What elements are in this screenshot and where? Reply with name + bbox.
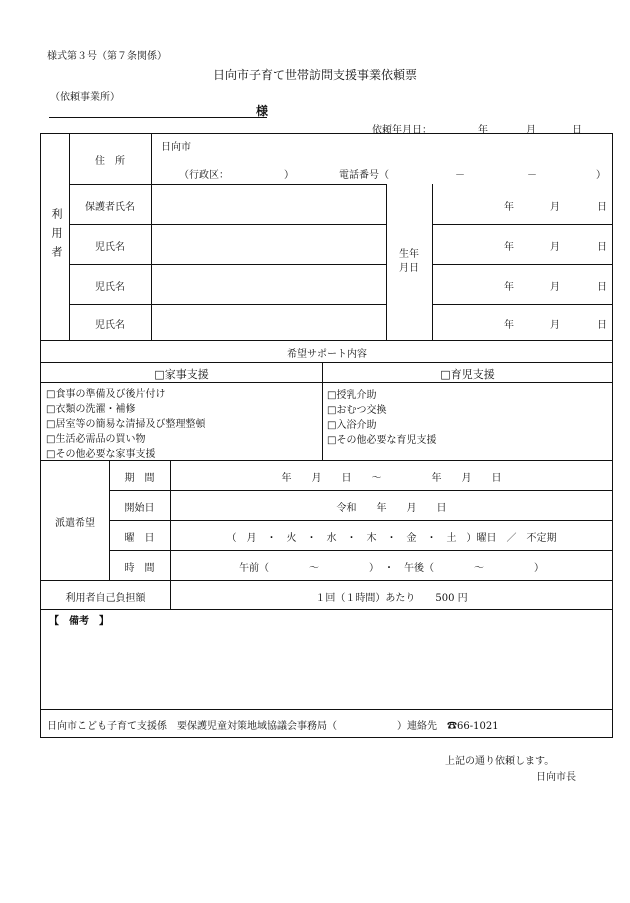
contact-line: 日向市こども子育て支援係 要保護児童対策地域協議会事務局（ ）連絡先 ☎66‐1021 [47, 721, 499, 732]
rule [41, 609, 613, 610]
remarks-label: 【 備考 】 [49, 616, 109, 627]
rule [151, 134, 152, 340]
rule [432, 264, 613, 265]
request-date-label: 依頼年月日： [372, 125, 432, 136]
time-value[interactable]: 午前（ ～ ） ・ 午後（ ～ ） [239, 563, 544, 574]
rule [41, 580, 613, 581]
request-month: 月 [526, 125, 536, 136]
childcare-item[interactable]: □おむつ交換 [327, 405, 387, 416]
time-label: 時 間 [124, 563, 155, 574]
rule [432, 184, 433, 340]
rule [69, 224, 386, 225]
child-name-label: 児氏名 [95, 242, 125, 253]
child-name-label: 児氏名 [95, 282, 125, 293]
housework-heading[interactable]: □家事支援 [154, 368, 209, 381]
birth-year: 年 [504, 282, 514, 293]
request-year: 年 [478, 125, 488, 136]
honorific: 様 [256, 104, 269, 118]
rule [432, 224, 613, 225]
request-day: 日 [572, 125, 582, 136]
birth-day: 日 [597, 202, 607, 213]
rule [41, 362, 613, 363]
address-label: 住 所 [95, 156, 125, 167]
closing-statement: 上記の通り依頼します。 [445, 756, 555, 767]
birth-month: 月 [550, 320, 560, 331]
rule [41, 340, 613, 341]
user-section-label: 利用者 [50, 208, 63, 265]
phone-dash-1: － [455, 170, 465, 181]
childcare-item[interactable]: □その他必要な育児支援 [327, 435, 437, 446]
office-label: （依頼事業所） [50, 92, 120, 103]
period-value[interactable]: 年 月 日 ～ 年 月 日 [281, 473, 502, 484]
rule [41, 709, 613, 710]
birth-month: 月 [550, 202, 560, 213]
birth-year: 年 [504, 242, 514, 253]
rule [69, 264, 386, 265]
birth-day: 日 [597, 320, 607, 331]
housework-item[interactable]: □食事の準備及び後片付け [46, 389, 166, 400]
birth-month: 月 [550, 242, 560, 253]
housework-item[interactable]: □衣類の洗濯・補修 [46, 404, 136, 415]
rule [69, 304, 386, 305]
housework-item[interactable]: □生活必需品の買い物 [46, 434, 146, 445]
period-label: 期 間 [124, 473, 155, 484]
childcare-item[interactable]: □授乳介助 [327, 390, 377, 401]
phone-close: ） [596, 170, 606, 181]
rule [109, 490, 613, 491]
form-number: 様式第３号（第７条関係） [47, 51, 167, 62]
dispatch-label: 派遣希望 [55, 518, 95, 529]
weekday-value[interactable]: （ 月 ・ 火 ・ 水 ・ 木 ・ 金 ・ 土 ）曜日 ／ 不定期 [226, 533, 557, 544]
birth-month: 月 [550, 282, 560, 293]
district-close: ） [284, 170, 294, 181]
district-label: （行政区： [179, 170, 229, 181]
rule [41, 460, 613, 461]
address-city[interactable]: 日向市 [161, 142, 191, 153]
remarks-area[interactable] [45, 628, 609, 706]
office-name-line[interactable] [49, 117, 267, 118]
phone-label: 電話番号（ [339, 170, 389, 181]
birthdate-label: 生年 月日 [399, 249, 419, 274]
rule [432, 304, 613, 305]
child-name-label: 児氏名 [95, 320, 125, 331]
childcare-heading[interactable]: □育児支援 [440, 368, 495, 381]
rule [41, 382, 613, 383]
form-title: 日向市子育て世帯訪問支援事業依頼票 [212, 68, 417, 82]
housework-item[interactable]: □居室等の簡易な清掃及び整理整頓 [46, 419, 206, 430]
childcare-item[interactable]: □入浴介助 [327, 420, 377, 431]
housework-item[interactable]: □その他必要な家事支援 [46, 449, 156, 460]
fee-label: 利用者自己負担額 [65, 593, 146, 604]
rule [109, 520, 613, 521]
birth-day: 日 [597, 282, 607, 293]
weekday-label: 曜 日 [124, 533, 155, 544]
closing-signatory: 日向市長 [536, 772, 576, 783]
start-date-value[interactable]: 令和 年 月 日 [336, 503, 447, 514]
rule [109, 550, 613, 551]
support-heading: 希望サポート内容 [287, 349, 367, 360]
rule [69, 184, 386, 185]
birth-year: 年 [504, 202, 514, 213]
birth-day: 日 [597, 242, 607, 253]
start-date-label: 開始日 [124, 503, 155, 514]
guardian-name-label: 保護者氏名 [85, 202, 135, 213]
birth-year: 年 [504, 320, 514, 331]
phone-dash-2: － [527, 170, 537, 181]
request-form-table [40, 133, 613, 738]
fee-value: １回（１時間）あたり 500 円 [315, 593, 468, 604]
